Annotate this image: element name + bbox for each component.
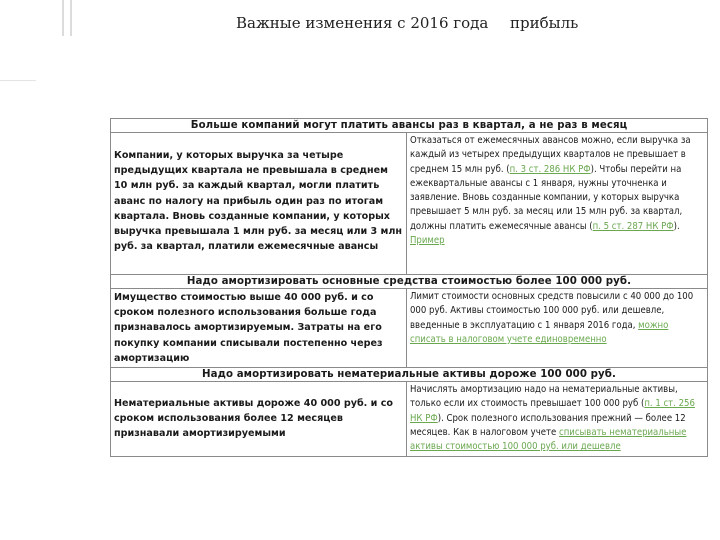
law-link[interactable]: п. 1 ст. 256 НК РФ xyxy=(410,398,695,424)
table-row xyxy=(111,289,708,368)
new-rule-text: ). xyxy=(673,220,680,232)
table-row xyxy=(111,382,708,456)
old-rule-advances xyxy=(111,133,407,275)
new-rule-text: Начислять амортизацию надо на нематериальные активы, только если их стоимость превышает 100 000 руб ( xyxy=(410,384,678,410)
new-rule-text: Лимит стоимости основных средств повысили с 40 000 до 100 000 руб. Активы стоимостью 100 000 руб. или дешевле, введенные в эксплуатацию с 1 января 2016 года, xyxy=(410,291,694,331)
new-rule-text: ). Чтобы перейти на ежеквартальные авансы с 1 января, нужны уточненка и заявление. Вновь созданные компании, у которых выручка превышает 5 млн руб. за месяц или 15 млн руб. за квартал, должны платить ежемесячные авансы ( xyxy=(410,163,683,232)
new-rule-advances xyxy=(407,133,708,275)
slide-header xyxy=(0,14,720,38)
slide-title: Важные изменения с 2016 года xyxy=(236,14,489,32)
changes-table xyxy=(110,118,708,457)
write-off-link[interactable]: можно списать в налоговом учете единовременно xyxy=(410,319,669,345)
section-heading-fixed-assets: Надо амортизировать основные средства стоимостью более 100 000 руб. xyxy=(111,275,708,289)
example-link[interactable]: Пример xyxy=(410,235,445,247)
section-heading-row xyxy=(111,119,708,133)
section-heading-row xyxy=(111,275,708,289)
section-heading-row xyxy=(111,368,708,382)
new-rule-fixed-assets xyxy=(407,289,708,368)
old-rule-fixed-assets: Имущество стоимостью выше 40 000 руб. и со сроком полезного использования больше года признавалось амортизируемым. Затраты на его покупку компании списывали постепенно через амортизацию xyxy=(111,289,407,368)
law-link[interactable]: п. 3 ст. 286 НК РФ xyxy=(509,163,591,175)
old-rule-intangibles: Нематериальные активы дороже 40 000 руб. и со сроком использования более 12 месяцев признавали амортизируемыми xyxy=(111,382,407,456)
law-link[interactable]: п. 5 ст. 287 НК РФ xyxy=(592,220,674,232)
slide-subtitle: прибыль xyxy=(510,14,579,32)
new-rule-intangibles xyxy=(407,382,708,456)
section-heading-intangibles: Надо амортизировать нематериальные активы дороже 100 000 руб. xyxy=(111,368,708,382)
new-rule-text: ). Срок полезного использования прежний — более 12 месяцев. Как в налоговом учете xyxy=(410,412,686,438)
new-rule-text: Отказаться от ежемесячных авансов можно, если выручка за каждый из четырех предыдущих кварталов не превышает в среднем 15 млн руб. ( xyxy=(410,135,691,175)
section-heading-advances: Больше компаний могут платить авансы раз в квартал, а не раз в месяц xyxy=(111,119,708,133)
table-row xyxy=(111,133,708,275)
decor-line-3 xyxy=(0,80,36,81)
intangibles-write-off-link[interactable]: списывать нематериальные активы стоимостью 100 000 руб. или дешевле xyxy=(410,426,687,453)
old-rule-text: Компании, у которых выручка за четыре предыдущих квартала не превышала в среднем 10 млн руб. за каждый квартал, могли платить аванс по налогу на прибыль один раз по итогам квартала. Вновь созданные компании, у которых выручка превышала 1 млн руб. за месяц или 3 млн руб. за квартал, платили ежемесячные авансы xyxy=(114,150,403,253)
